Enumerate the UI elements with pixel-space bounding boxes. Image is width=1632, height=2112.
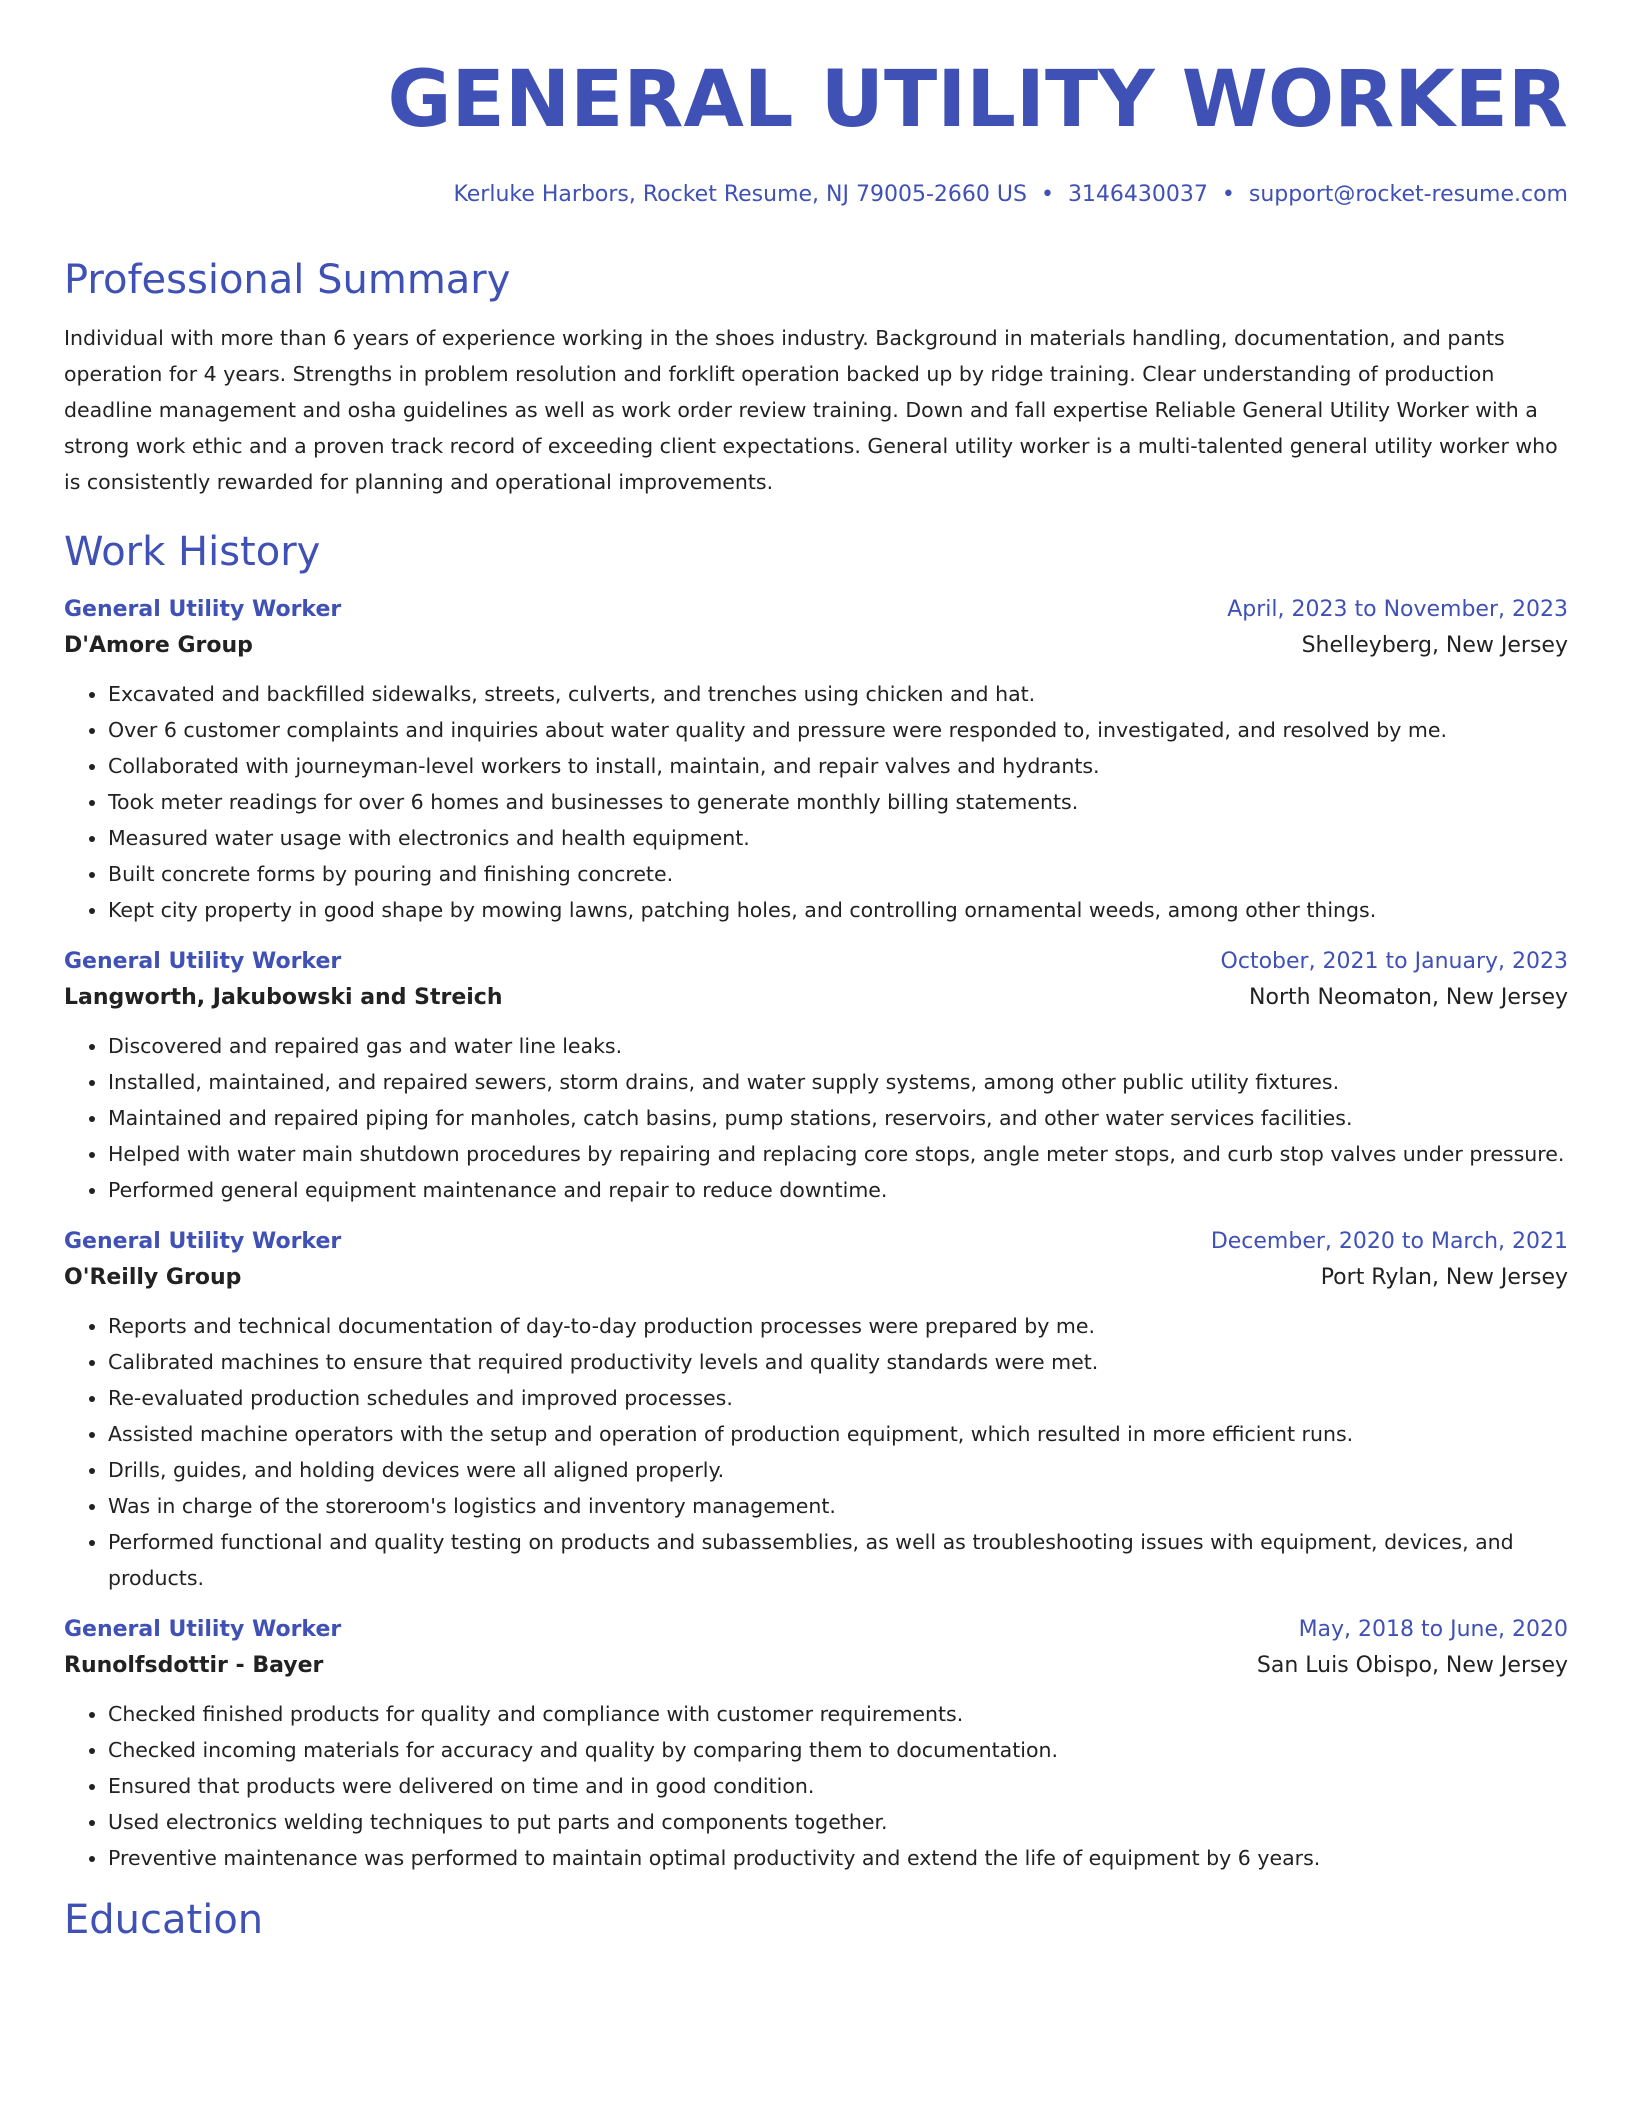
contact-separator: • <box>1221 182 1235 207</box>
job-company: Langworth, Jakubowski and Streich <box>64 985 503 1010</box>
bullet-item: • Maintained and repaired piping for manholes, catch basins, pump stations, reservoirs, and other water services facilities. <box>108 1100 1568 1136</box>
bullet-item: • Used electronics welding techniques to put parts and components together. <box>108 1804 1568 1840</box>
bullet-item: • Over 6 customer complaints and inquiries about water quality and pressure were responded to, investigated, and resolved by me. <box>108 712 1568 748</box>
contact-address: Kerluke Harbors, Rocket Resume, NJ 79005-2660 US <box>453 182 1027 207</box>
summary-heading: Professional Summary <box>64 257 511 303</box>
bullet-item: • Excavated and backfilled sidewalks, streets, culverts, and trenches using chicken and hat. <box>108 676 1568 712</box>
job-location: North Neomaton, New Jersey <box>1249 985 1568 1010</box>
job-header <box>64 1224 1568 1260</box>
job-company: Runolfsdottir - Bayer <box>64 1653 324 1678</box>
work-history-heading: Work History <box>64 529 321 575</box>
job-entry <box>64 592 1568 928</box>
bullet-item: • Reports and technical documentation of day-to-day production processes were prepared by me. <box>108 1308 1568 1344</box>
job-dates: December, 2020 to March, 2021 <box>1210 1229 1568 1254</box>
company-row <box>64 980 1568 1016</box>
job-title: General Utility Worker <box>64 949 342 974</box>
job-entry <box>64 944 1568 1208</box>
bullet-item: • Measured water usage with electronics and health equipment. <box>108 820 1568 856</box>
job-header <box>64 1612 1568 1648</box>
job-dates: October, 2021 to January, 2023 <box>1220 949 1568 974</box>
job-header <box>64 944 1568 980</box>
bullet-item: • Drills, guides, and holding devices were all aligned properly. <box>108 1452 1568 1488</box>
bullet-item: • Performed functional and quality testing on products and subassemblies, as well as troubleshooting issues with equipment, devices, and products. <box>108 1524 1568 1596</box>
resume-name: GENERAL UTILITY WORKER <box>387 55 1568 145</box>
job-bullets <box>64 676 1568 928</box>
contact-phone: 3146430037 <box>1067 182 1208 207</box>
bullet-item: • Checked incoming materials for accuracy and quality by comparing them to documentation. <box>108 1732 1568 1768</box>
job-location: San Luis Obispo, New Jersey <box>1256 1653 1568 1678</box>
job-title: General Utility Worker <box>64 597 342 622</box>
company-row <box>64 1260 1568 1296</box>
job-bullets <box>64 1028 1568 1208</box>
job-dates: May, 2018 to June, 2020 <box>1298 1617 1568 1642</box>
job-entry <box>64 1224 1568 1596</box>
bullet-item: • Discovered and repaired gas and water line leaks. <box>108 1028 1568 1064</box>
bullet-item: • Helped with water main shutdown procedures by repairing and replacing core stops, angle meter stops, and curb stop valves under pressure. <box>108 1136 1568 1172</box>
bullet-item: • Collaborated with journeyman-level workers to install, maintain, and repair valves and hydrants. <box>108 748 1568 784</box>
company-row <box>64 1648 1568 1684</box>
job-bullets <box>64 1308 1568 1596</box>
bullet-item: • Ensured that products were delivered on time and in good condition. <box>108 1768 1568 1804</box>
job-location: Shelleyberg, New Jersey <box>1301 633 1568 658</box>
bullet-item: • Performed general equipment maintenance and repair to reduce downtime. <box>108 1172 1568 1208</box>
job-dates: April, 2023 to November, 2023 <box>1227 597 1568 622</box>
contact-line <box>64 180 1568 210</box>
bullet-item: • Took meter readings for over 6 homes and businesses to generate monthly billing statements. <box>108 784 1568 820</box>
bullet-item: • Calibrated machines to ensure that required productivity levels and quality standards were met. <box>108 1344 1568 1380</box>
bullet-item: • Installed, maintained, and repaired sewers, storm drains, and water supply systems, among other public utility fixtures. <box>108 1064 1568 1100</box>
bullet-item: • Assisted machine operators with the setup and operation of production equipment, which resulted in more efficient runs. <box>108 1416 1568 1452</box>
bullet-item: • Re-evaluated production schedules and improved processes. <box>108 1380 1568 1416</box>
bullet-item: • Preventive maintenance was performed to maintain optimal productivity and extend the life of equipment by 6 years. <box>108 1840 1568 1876</box>
education-heading: Education <box>64 1897 264 1943</box>
contact-email: support@rocket-resume.com <box>1248 182 1568 207</box>
contact-separator: • <box>1040 182 1054 207</box>
job-title: General Utility Worker <box>64 1229 342 1254</box>
bullet-item: • Was in charge of the storeroom's logistics and inventory management. <box>108 1488 1568 1524</box>
job-header <box>64 592 1568 628</box>
job-company: D'Amore Group <box>64 633 253 658</box>
job-location: Port Rylan, New Jersey <box>1320 1265 1568 1290</box>
summary-text: Individual with more than 6 years of experience working in the shoes industry. Background in materials handling, documentation, and pants operation for 4 years. Strengths in problem resolution and forklift operation backed up by ridge training. Clear understanding of production deadline management and osha guidelines as well as work order review training. Down and fall expertise Reliable General Utility Worker with a strong work ethic and a proven track record of exceeding client expectations. General utility worker is a multi-talented general utility worker who is consistently rewarded for planning and operational improvements. <box>64 326 1558 494</box>
bullet-item: • Checked finished products for quality and compliance with customer requirements. <box>108 1696 1568 1732</box>
company-row <box>64 628 1568 664</box>
bullet-item: • Built concrete forms by pouring and finishing concrete. <box>108 856 1568 892</box>
bullet-item: • Kept city property in good shape by mowing lawns, patching holes, and controlling ornamental weeds, among other things. <box>108 892 1568 928</box>
job-bullets <box>64 1696 1568 1876</box>
job-title: General Utility Worker <box>64 1617 342 1642</box>
job-company: O'Reilly Group <box>64 1265 242 1290</box>
job-entry <box>64 1612 1568 1876</box>
